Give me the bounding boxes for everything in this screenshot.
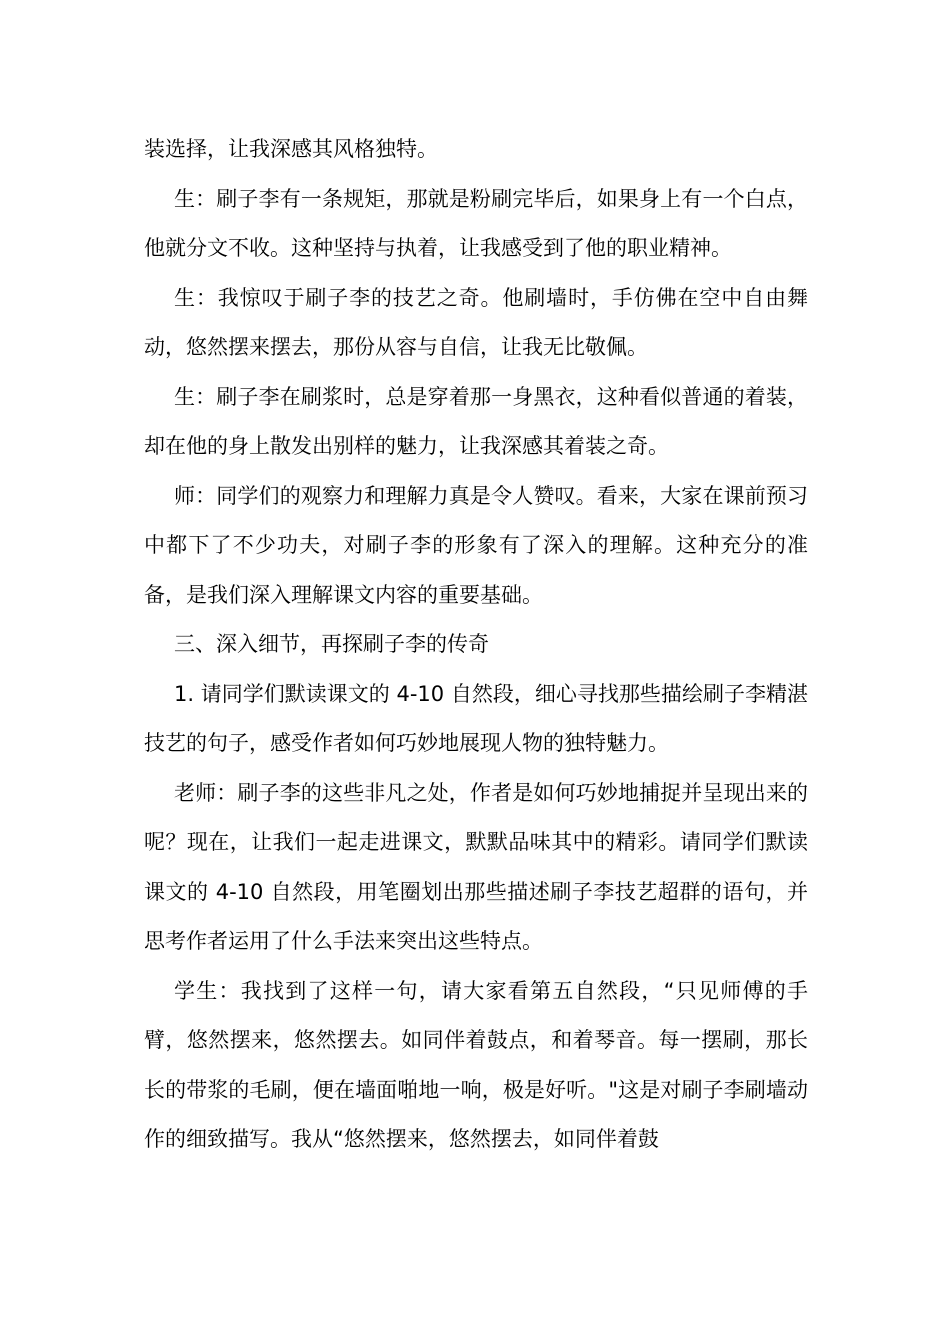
paragraph-student-rule: 生：刷子李有一条规矩，那就是粉刷完毕后，如果身上有一个白点，他就分文不收。这种坚持与执着，让我感受到了他的职业精神。 xyxy=(144,186,808,260)
document-body xyxy=(144,125,808,1165)
paragraph-student-attire: 生：刷子李在刷浆时，总是穿着那一身黑衣，这种看似普通的着装，却在他的身上散发出别样的魅力，让我深感其着装之奇。 xyxy=(144,384,808,458)
paragraph-student-skill: 生：我惊叹于刷子李的技艺之奇。他刷墙时，手仿佛在空中自由舞动，悠然摆来摆去，那份从容与自信，让我无比敬佩。 xyxy=(144,285,808,359)
paragraph-teacher-praise: 师：同学们的观察力和理解力真是令人赞叹。看来，大家在课前预习中都下了不少功夫，对刷子李的形象有了深入的理解。这种充分的准备，是我们深入理解课文内容的重要基础。 xyxy=(144,483,808,607)
paragraph-task-1: 1. 请同学们默读课文的 4-10 自然段，细心寻找那些描绘刷子李精湛技艺的句子，感受作者如何巧妙地展现人物的独特魅力。 xyxy=(144,681,808,755)
section-heading: 三、深入细节，再探刷子李的传奇 xyxy=(174,632,489,656)
paragraph-student-quote: 学生：我找到了这样一句，请大家看第五自然段，“只见师傅的手臂，悠然摆来，悠然摆去。如同伴着鼓点，和着琴音。每一摆刷，那长长的带浆的毛刷，便在墙面啪地一响，极是好听。"这是对刷子李刷墙动作的细致描写。我从“悠然摆来，悠然摆去，如同伴着鼓 xyxy=(144,978,808,1151)
paragraph-teacher-guide: 老师：刷子李的这些非凡之处，作者是如何巧妙地捕捉并呈现出来的呢？现在，让我们一起走进课文，默默品味其中的精彩。请同学们默读课文的 4-10 自然段，用笔圈划出那些描述刷子李技艺超群的语句，并思考作者运用了什么手法来突出这些特点。 xyxy=(144,780,808,953)
paragraph-continuation: 装选择，让我深感其风格独特。 xyxy=(144,137,438,161)
